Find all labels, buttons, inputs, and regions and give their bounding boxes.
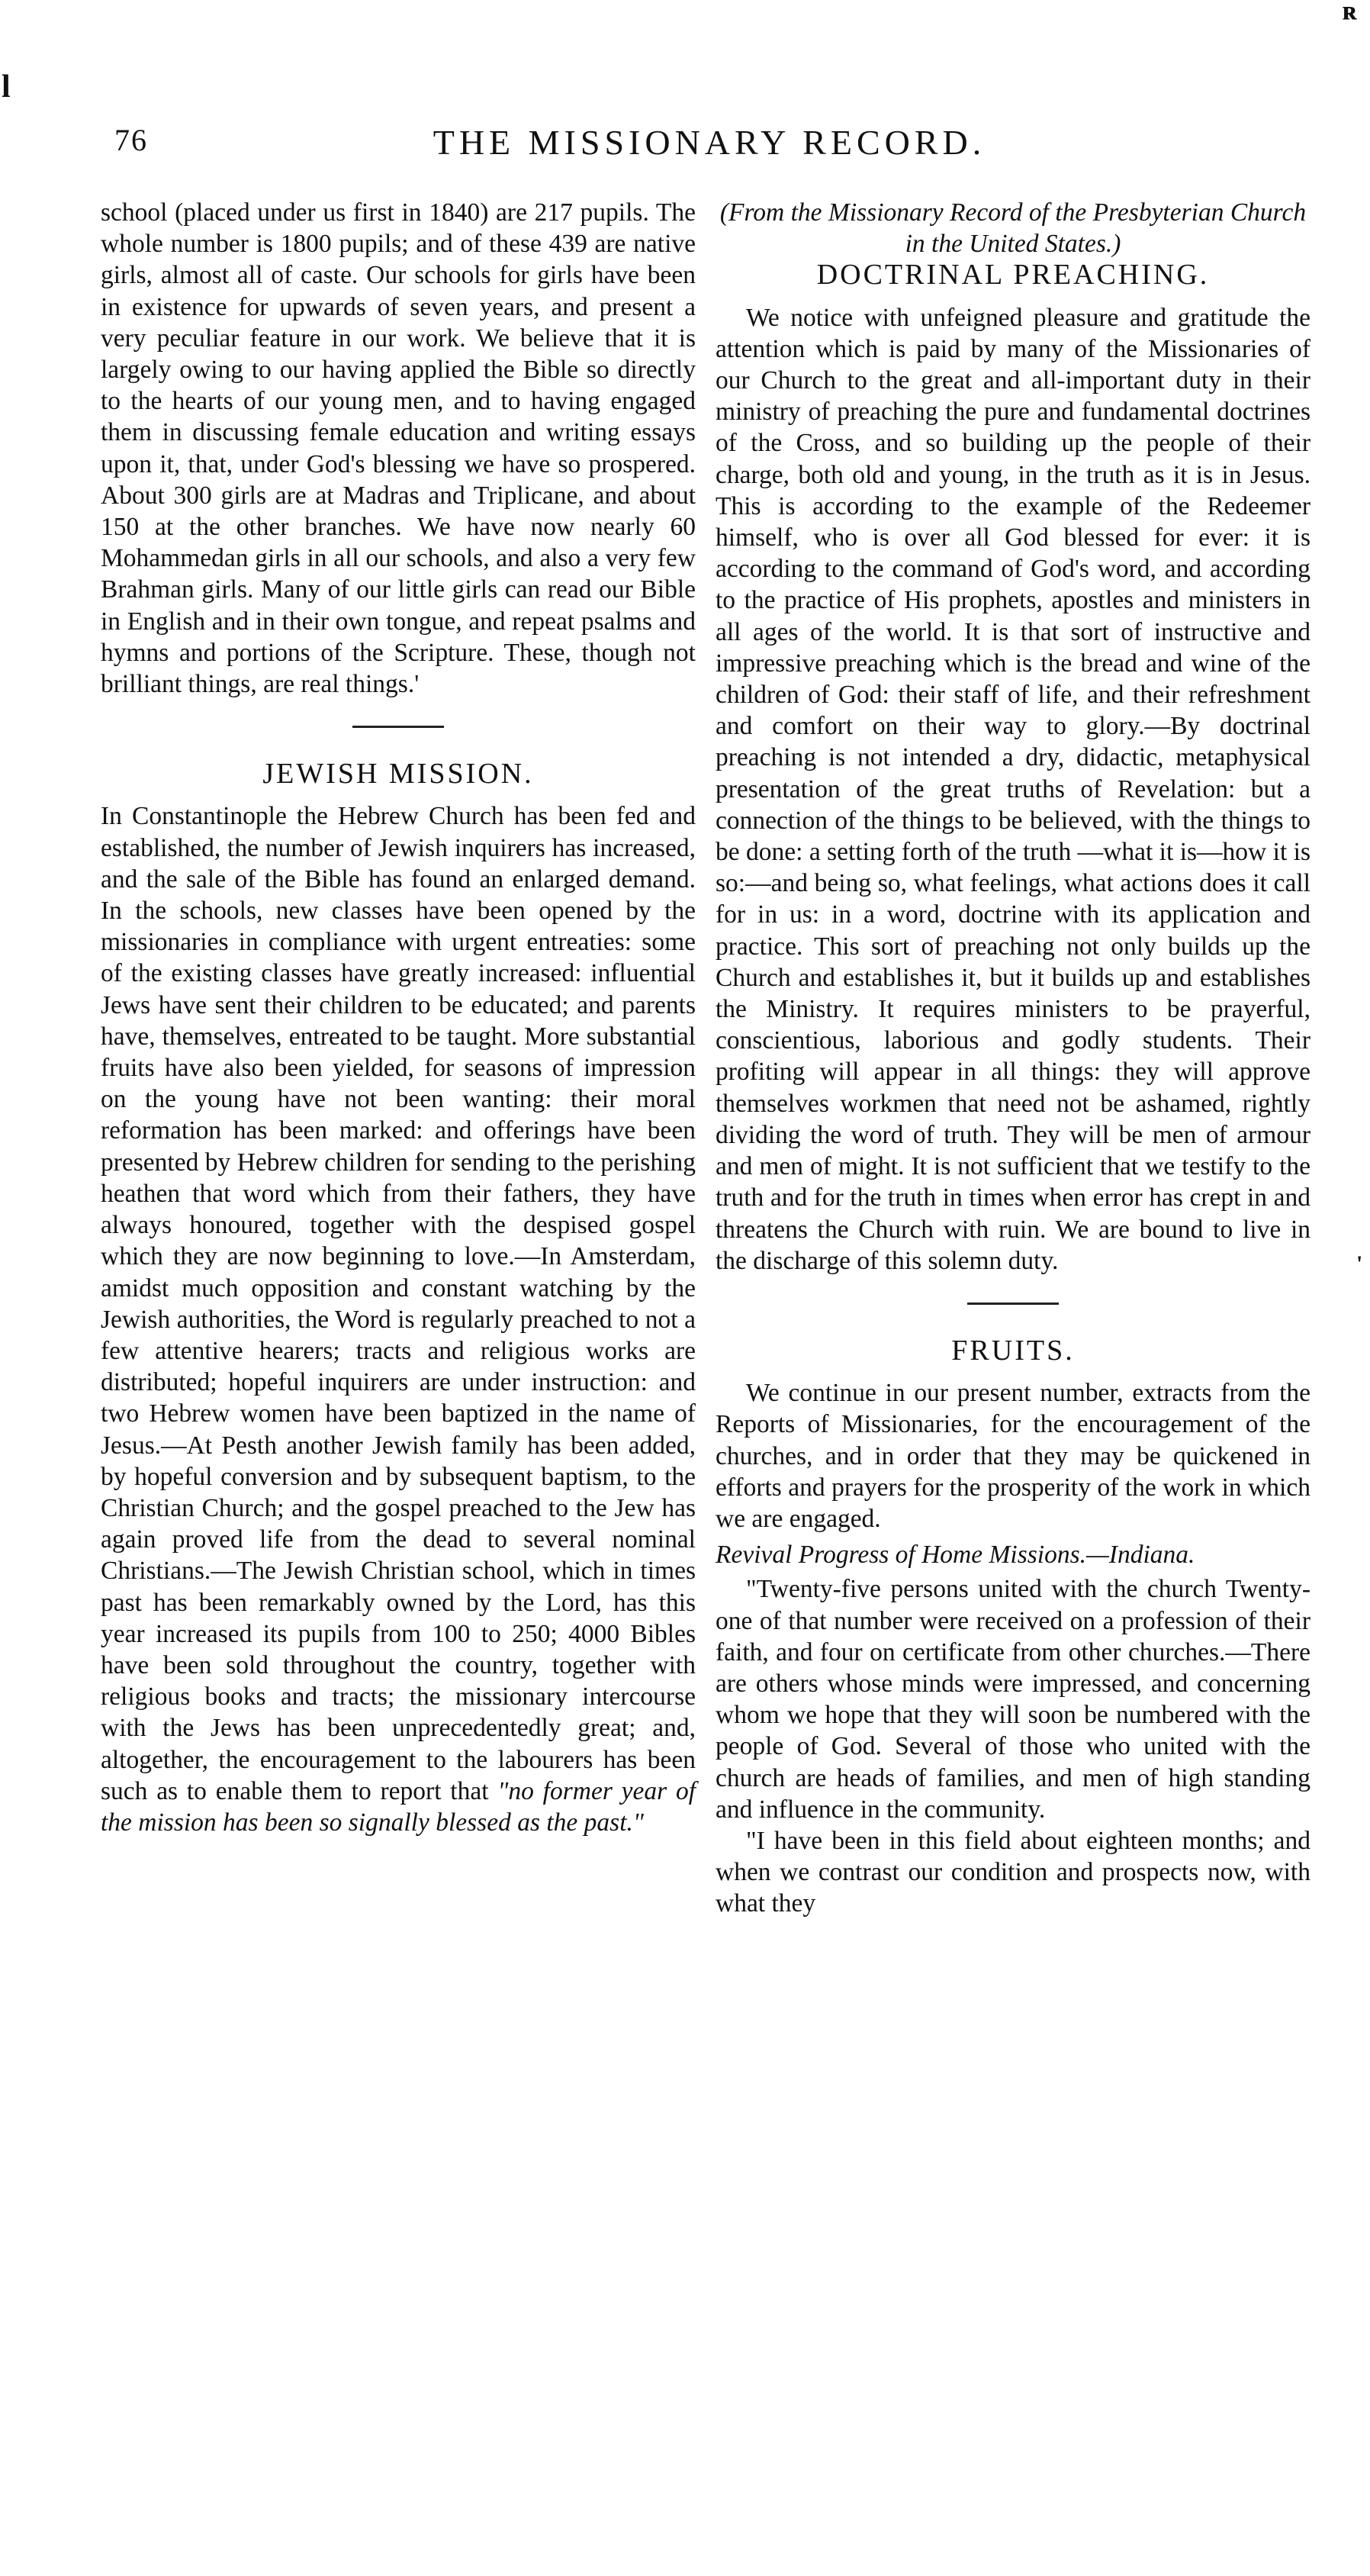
corner-mark: ᴿ bbox=[1343, 1, 1357, 36]
page-header bbox=[114, 122, 1304, 175]
fruits-intro: We continue in our present number, extracts from the Reports of Missionaries, for the encouragement of the churches, and in order that they may be quickened in efforts and prayers for the prosperity of the work in which we are engaged. bbox=[716, 1379, 1311, 1533]
report-paragraph: "Twenty-five persons united with the church Twenty-one of that number were received on a profession of their faith, and four on certificate from other churches.—There are others whose minds were impressed, and concerning whom we hope that they will soon be numbered with the people of God. Several of those who united with the church are heads of families, and men of high standing and influence in the community. bbox=[716, 1575, 1311, 1824]
source-note: (From the Missionary Record of the Presbyterian Church in the United States.) bbox=[719, 198, 1307, 259]
report-paragraph: "I have been in this field about eighteen months; and when we contrast our condition and prospects now, with what they bbox=[716, 1826, 1311, 1918]
running-title: THE MISSIONARY RECORD. bbox=[433, 123, 986, 162]
jewish-mission-quote: "no former year of the mission has been so signally blessed as the past." bbox=[101, 1776, 696, 1837]
section-divider bbox=[967, 1302, 1059, 1305]
left-column bbox=[101, 197, 696, 1838]
school-paragraph: school (placed under us first in 1840) are 217 pupils. The whole number is 1800 pupils; and of these 439 are native girls, almost all of caste. Our schools for girls have been in existence for upwards of seven years, and present a very peculiar feature in our work. We believe that it is largely owing to our having applied the Bible so directly to the hearts of our young men, and to having engaged them in discussing female education and writing essays upon it, that, under God's blessing we have so prospered. About 300 girls are at Madras and Triplicane, and about 150 at the other branches. We have now nearly 60 Mohammedan girls in all our schools, and also a very few Brahman girls. Many of our little girls can read our Bible in English and in their own tongue, and repeat psalms and hymns and portions of the Scripture. These, though not brilliant things, are real things.' bbox=[101, 198, 696, 699]
jewish-mission-body bbox=[101, 800, 696, 1838]
right-column bbox=[716, 197, 1311, 1920]
fruits-title: FRUITS. bbox=[951, 1334, 1075, 1367]
jewish-mission-text: In Constantinople the Hebrew Church has been fed and established, the number of Jewish inquirers has increased, and the sale of the Bible has found an enlarged demand. In the schools, new classes have been opened by the missionaries in compliance with urgent entreaties: some of the existing classes have greatly increased: influential Jews have sent their children to be educated; and parents have, themselves, entreated to be taught. More substantial fruits have also been yielded, for seasons of impression on the young have not been wanting: their moral reformation has been marked: and offerings have been presented by Hebrew children for sending to the perishing heathen that word which from their fathers, they have always honoured, together with the despised gospel which they are now beginning to love.—In Amsterdam, amidst much opposition and constant watching by the Jewish authorities, the Word is regularly preached to not a few attentive hearers; tracts and religious works are distributed; hopeful inquirers are under instruction: and two Hebrew women have been baptized in the name of Jesus.—At Pesth another Jewish family has been added, by hopeful conversion and by subsequent baptism, to the Christian Church; and the gospel preached to the Jew has again proved life from the dead to several nominal Christians.—The Jewish Christian school, which in times past has been remarkably owned by the Lord, has this year increased its pupils from 100 to 250; 4000 Bibles have been sold throughout the country, together with religious books and tracts; the missionary intercourse with the Jews has been unprecedentedly great; and, altogether, the encouragement to the labourers has been such as to enable them to report that bbox=[101, 802, 696, 1805]
right-margin-mark: ' bbox=[1356, 1251, 1363, 1277]
subheading-text: Revival Progress of Home Missions.—Indiana. bbox=[716, 1541, 1195, 1570]
fruits-subheading bbox=[716, 1539, 1311, 1570]
doctrinal-preaching-body: We notice with unfeigned pleasure and gratitude the attention which is paid by many of the Missionaries of our Church to the great and all-important duty in their ministry of preaching the pure and fundamental doctrines of the Cross, and so building up the people of their charge, both old and young, in the truth as it is in Jesus. This is according to the example of the Redeemer himself, who is over all God blessed for ever: it is according to the command of God's word, and according to the practice of His prophets, apostles and ministers in all ages of the world. It is that sort of instructive and impressive preaching which is the bread and wine of the children of God: their staff of life, and their refreshment and comfort on their way to glory.—By doctrinal preaching is not intended a dry, didactic, metaphysical presentation of the great truths of Revelation: but a connection of the things to be believed, with the things to be done: a setting forth of the truth —what it is—how it is so:—and being so, what feelings, what actions does it call for in us: in a word, doctrine with its application and practice. This sort of preaching not only builds up the Church and establishes it, but it builds up and establishes the Ministry. It requires ministers to be prayerful, conscientious, laborious and godly students. Their profiting will appear in all things: they will approve themselves workmen that need not be ashamed, rightly dividing the word of truth. They will be men of armour and men of might. It is not sufficient that we testify to the truth and for the truth in times when error has crept in and threatens the Church with ruin. We are bound to live in the discharge of this solemn duty. bbox=[716, 303, 1311, 1275]
jewish-mission-title: JEWISH MISSION. bbox=[262, 758, 534, 791]
section-divider bbox=[352, 726, 444, 728]
left-margin-mark: l bbox=[2, 69, 11, 105]
page-number: 76 bbox=[114, 123, 148, 157]
doctrinal-preaching-title: DOCTRINAL PREACHING. bbox=[816, 259, 1210, 291]
